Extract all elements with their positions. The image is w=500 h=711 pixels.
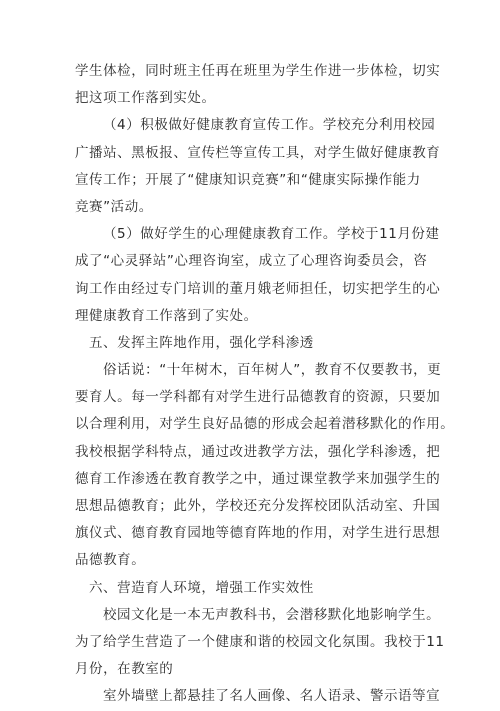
text-line: 学生体检，同时班主任再在班里为学生作进一步体检，切实 <box>75 63 441 79</box>
text-line: 询工作由经过专门培训的董月娥老师担任，切实把学生的心 <box>75 280 441 297</box>
text-line: （4）积极做好健康教育宣传工作。学校充分利用校园 <box>103 117 436 134</box>
text-line: 旗仪式、德育教育园地等德育阵地的作用，对学生进行思想 <box>75 525 441 542</box>
text-line: 竞赛”活动。 <box>75 198 153 215</box>
text-line: 我校根据学科特点，通过改进教学方法，强化学科渗透，把 <box>75 443 441 460</box>
text-line: 以合理利用，对学生良好品德的形成会起着潜移默化的作用。 <box>75 416 455 433</box>
text-line: 思想品德教育；此外，学校还充分发挥校团队活动室、升国 <box>75 498 441 514</box>
text-line: 广播站、黑板报、宣传栏等宣传工具，对学生做好健康教育 <box>75 144 441 161</box>
text-line: 品德教育。 <box>75 552 146 569</box>
text-line: 六、营造育人环境，增强工作实效性 <box>89 579 314 596</box>
text-line: 要育人。每一学科都有对学生进行品德教育的资源，只要加 <box>75 389 441 406</box>
text-line: 校园文化是一本无声教科书，会潜移默化地影响学生。 <box>103 606 441 623</box>
body-text <box>75 58 455 711</box>
text-line: 五、发挥主阵地作用，强化学科渗透 <box>89 334 314 351</box>
text-line: 德育工作渗透在教育教学之中，通过课堂教学来加强学生的 <box>75 470 441 487</box>
text-line: 为了给学生营造了一个健康和谐的校园文化氛围。我校于11 <box>75 633 445 650</box>
text-line: （5）做好学生的心理健康教育工作。学校于11月份建 <box>103 226 440 243</box>
text-line: 月份，在教室的 <box>75 661 174 678</box>
text-line: 把这项工作落到实处。 <box>75 90 216 107</box>
text-line: 室外墙壁上都悬挂了名人画像、名人语录、警示语等宣 <box>103 688 441 705</box>
text-line: 理健康教育工作落到了实处。 <box>75 307 258 324</box>
text-line: 俗话说：“十年树木，百年树人”，教育不仅要教书，更 <box>103 362 442 379</box>
text-line: 成了“心灵驿站”心理咨询室，成立了心理咨询委员会，咨 <box>75 253 428 270</box>
text-line: 宣传工作；开展了“健康知识竞赛”和“健康实际操作能力 <box>75 171 421 188</box>
